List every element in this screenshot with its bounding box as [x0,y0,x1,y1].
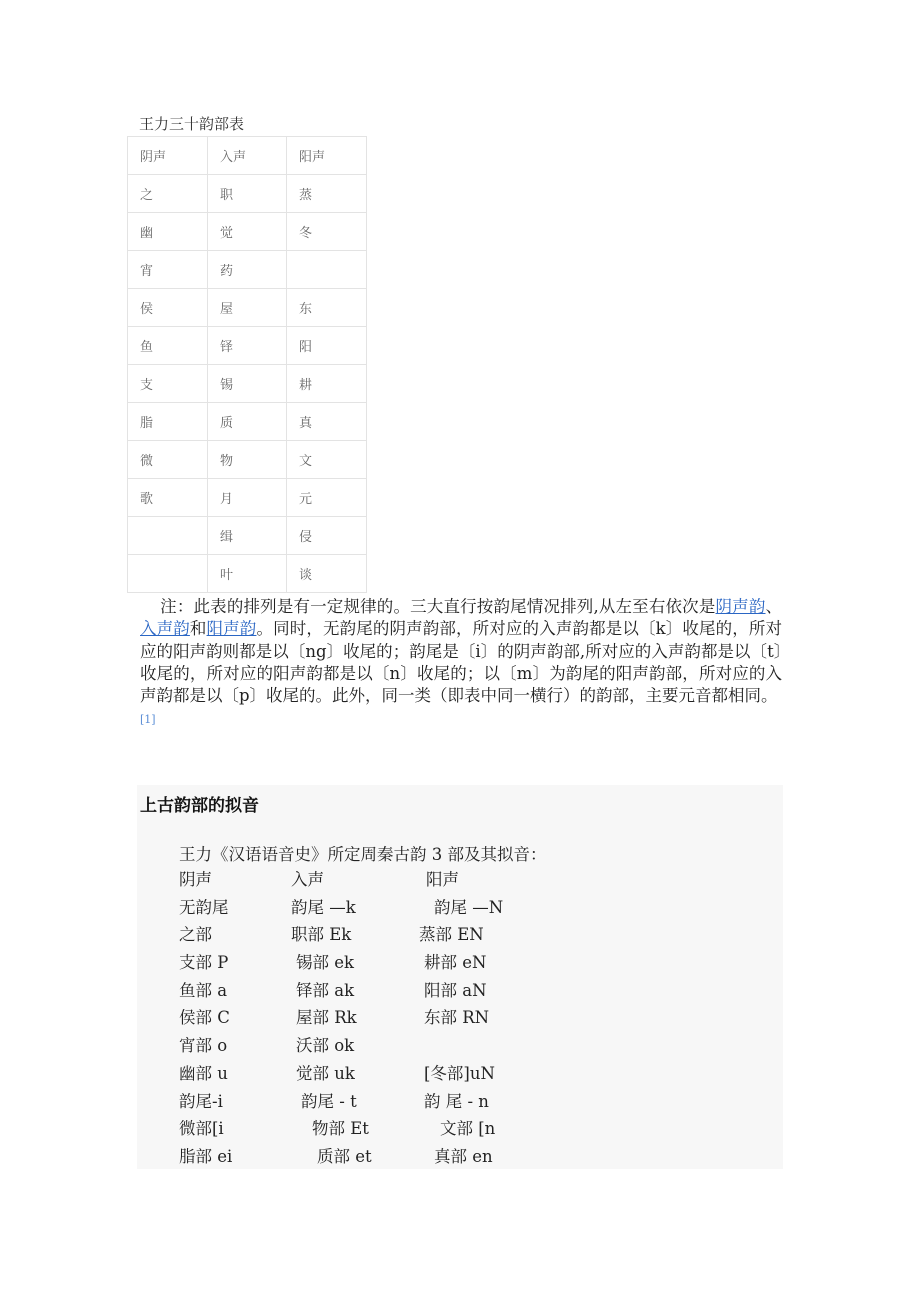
yin-cell: 脂部 ei [179,1146,233,1166]
table-cell: 耕 [287,365,367,403]
yin-cell: 韵尾-i [179,1091,223,1111]
table-cell: 之 [128,175,208,213]
table-cell [128,555,208,593]
table-cell: 东 [287,289,367,327]
ru-cell: 物部 Et [312,1119,369,1139]
ru-cell: 质部 et [317,1146,372,1166]
table-cell: 真 [287,403,367,441]
table-cell: 幽 [128,213,208,251]
ru-cell: 职部 Ek [291,925,352,945]
table-cell: 缉 [208,517,287,555]
table-row [128,441,367,479]
table-cell: 铎 [208,327,287,365]
table-cell: 冬 [287,213,367,251]
table-row [128,555,367,593]
table-row [128,175,367,213]
table-cell: 蒸 [287,175,367,213]
table-header-row [128,137,367,175]
table-header-cell: 阳声 [287,137,367,175]
table-cell: 谈 [287,555,367,593]
yang-cell: 文部 [n [440,1119,496,1139]
ru-cell: 沃部 ok [296,1036,355,1056]
table-title: 王力三十韵部表 [139,115,245,133]
yin-cell: 宵部 o [179,1036,228,1056]
ru-cell: 觉部 uk [296,1063,355,1083]
table-cell: 微 [128,441,208,479]
note-sep-1: 、 [765,597,783,616]
ru-cell: 屋部 Rk [296,1008,357,1028]
table-row [128,517,367,555]
table-row [128,289,367,327]
yin-cell: 幽部 u [179,1063,228,1083]
section-title: 上古韵部的拟音 [140,796,259,816]
link-rusheng[interactable]: 入声韵 [140,619,190,639]
table-cell: 鱼 [128,327,208,365]
yang-cell: 真部 en [434,1146,493,1166]
table-cell: 月 [208,479,287,517]
table-cell [287,251,367,289]
ru-cell: 韵尾 - t [301,1091,357,1111]
table-row [128,365,367,403]
table-header-cell: 入声 [208,137,287,175]
table-cell: 药 [208,251,287,289]
table-cell [128,517,208,555]
yang-cell: 韵 尾 - n [424,1091,489,1111]
note-text-1: 注：此表的排列是有一定规律的。三大直行按韵尾情况排列,从左至右依次是 [160,597,716,616]
section-intro: 王力《汉语语音史》所定周秦古韵 3 部及其拟音： [179,845,547,864]
link-yinsheng[interactable]: 阴声韵 [715,597,766,616]
ru-cell: 入声 [291,870,324,889]
table-cell: 歌 [128,479,208,517]
yang-cell: 耕部 eN [424,953,487,973]
table-row [128,403,367,441]
note-sep-2: 和 [189,619,207,639]
table-cell: 侯 [128,289,208,327]
link-yangsheng[interactable]: 阳声韵 [206,619,257,639]
yin-cell: 支部 P [179,953,229,973]
yang-cell: 韵尾 —N [434,897,504,917]
table-cell: 支 [128,365,208,403]
table-cell: 物 [208,441,287,479]
table-cell: 质 [208,403,287,441]
table-cell: 脂 [128,403,208,441]
yang-cell: [冬部]uN [424,1063,495,1083]
table-cell: 叶 [208,555,287,593]
table-cell: 文 [287,441,367,479]
table-cell: 侵 [287,517,367,555]
table-cell: 锡 [208,365,287,403]
yin-cell: 侯部 C [179,1008,230,1028]
yang-cell: 阳部 aN [424,980,487,1000]
reference-link[interactable]: [1] [140,713,156,727]
table-cell: 阳 [287,327,367,365]
table-cell: 屋 [208,289,287,327]
table-cell: 觉 [208,213,287,251]
yang-cell: 蒸部 EN [419,925,484,945]
table-cell: 元 [287,479,367,517]
note-paragraph [140,596,782,732]
yin-cell: 鱼部 a [179,980,228,1000]
ru-cell: 韵尾 —k [291,897,356,917]
yin-cell: 微部[i [179,1119,224,1139]
ru-cell: 锡部 ek [296,953,355,973]
yin-cell: 无韵尾 [179,897,229,917]
table-row [128,327,367,365]
note-text-2: 。同时，无韵尾的阴声韵部，所对应的入声韵都是以〔k〕收尾的，所对应的阳声韵则都是以〔ng〕收尾的；韵尾是〔i〕的阴声韵部,所对应的入声韵都是以〔t〕收尾的，所对应的阳声韵都是以〔n〕收尾的；以〔m〕为韵尾的阳声韵部，所对应的入声韵都是以〔p〕收尾的。此外，同一类（即表中同一横行）的韵部，主要元音都相同。 [140,619,783,706]
table-header-cell: 阴声 [128,137,208,175]
table-row [128,213,367,251]
table-row [128,251,367,289]
ru-cell: 铎部 ak [296,980,355,1000]
rhyme-table [127,136,367,593]
table-cell: 职 [208,175,287,213]
yin-cell: 之部 [179,925,212,945]
table-row [128,479,367,517]
yin-cell: 阴声 [179,870,212,889]
reconstruction-section [137,785,783,1169]
yang-cell: 东部 RN [424,1008,490,1028]
yang-cell: 阳声 [426,870,459,889]
table-cell: 宵 [128,251,208,289]
